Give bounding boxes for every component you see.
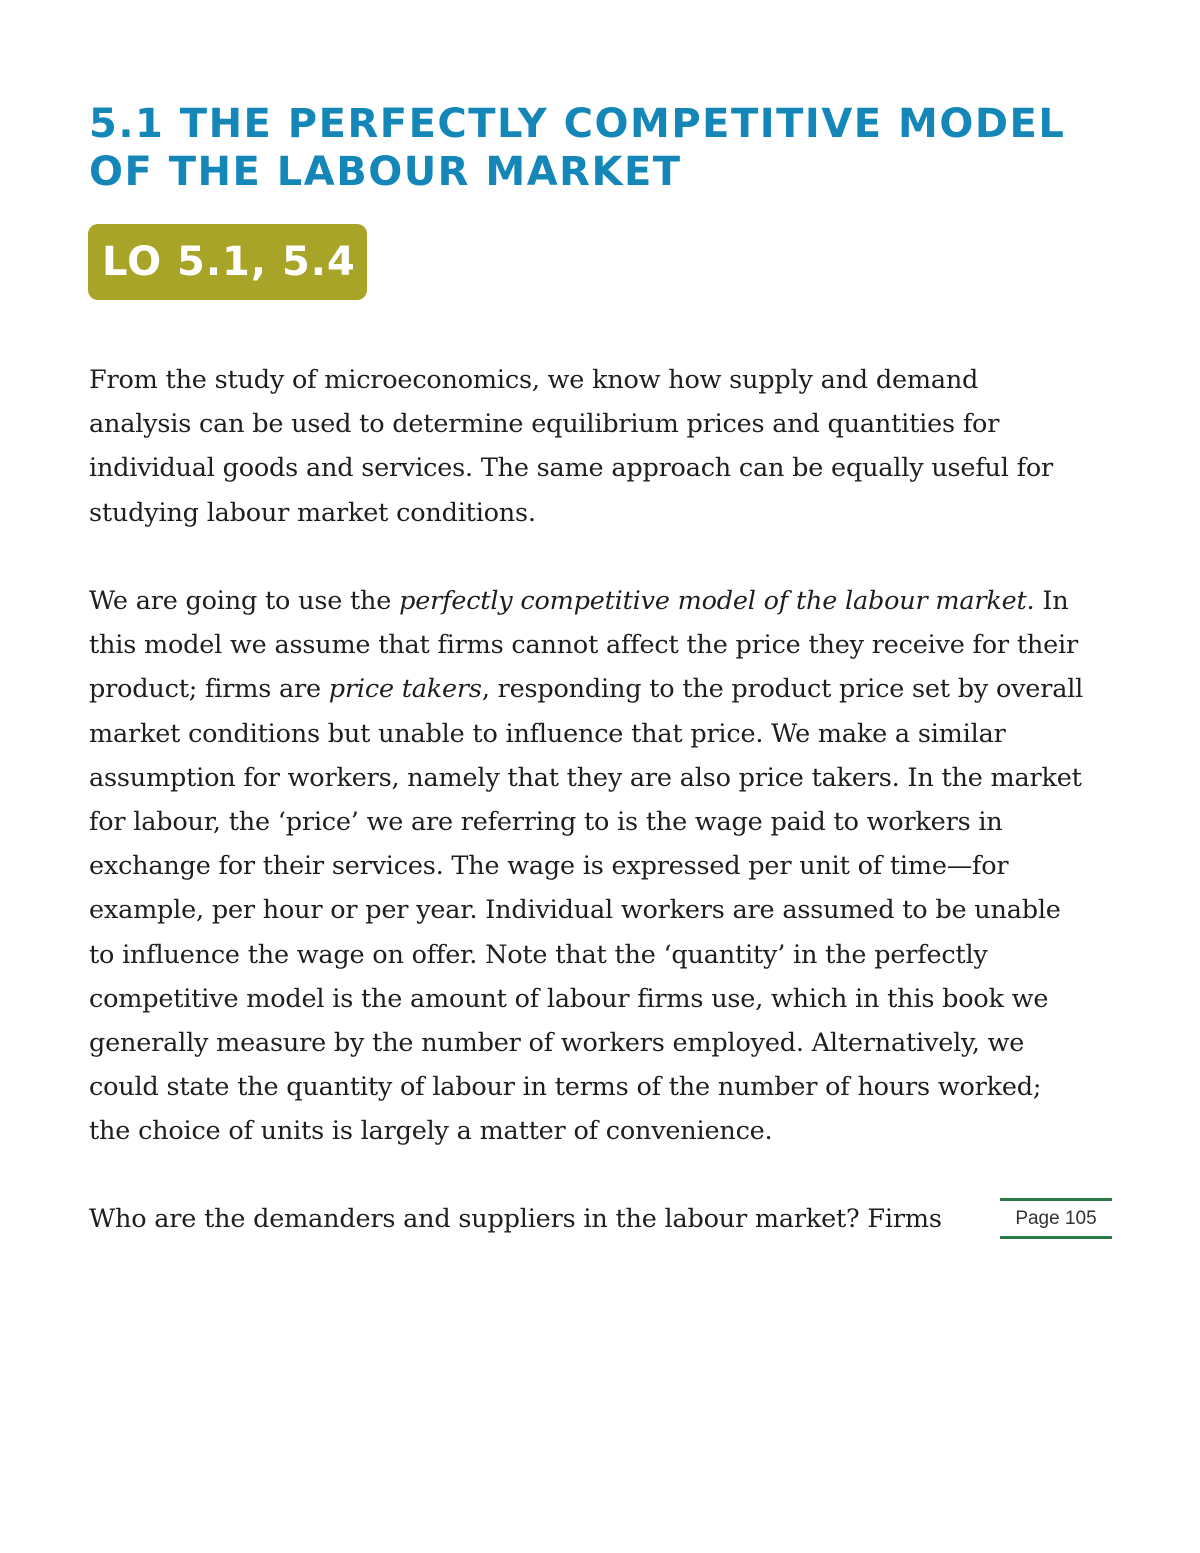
section-heading-line-2: OF THE LABOUR MARKET	[89, 149, 682, 195]
paragraph-line: the choice of units is largely a matter of convenience.	[89, 1116, 773, 1147]
paragraph-line: to influence the wage on offer. Note that the ‘quantity’ in the perfectly	[89, 939, 988, 970]
paragraph-line: example, per hour or per year. Individual workers are assumed to be unable	[89, 895, 1061, 926]
paragraph-model	[89, 579, 1119, 1154]
text-run: , responding to the product price set by overall	[481, 674, 1084, 705]
section-heading	[89, 100, 1129, 196]
paragraph-line: this model we assume that firms cannot affect the price they receive for their	[89, 630, 1078, 661]
paragraph-line: market conditions but unable to influence that price. We make a similar	[89, 718, 1006, 749]
page-number-marker: Page 105	[1000, 1198, 1112, 1239]
text-run: . In	[1026, 586, 1069, 616]
paragraph-line: exchange for their services. The wage is expressed per unit of time—for	[89, 851, 1009, 882]
section-heading-line-1: 5.1 THE PERFECTLY COMPETITIVE MODEL	[89, 101, 1066, 147]
text-run: We are going to use the	[89, 586, 400, 616]
key-term-price-takers: price takers	[328, 674, 482, 705]
paragraph-line	[89, 667, 1119, 711]
paragraph-line: Who are the demanders and suppliers in the labour market? Firms	[89, 1204, 942, 1234]
paragraph-line: for labour, the ‘price’ we are referring to is the wage paid to workers in	[89, 807, 1003, 838]
paragraph-line: competitive model is the amount of labour firms use, which in this book we	[89, 983, 1049, 1014]
key-term-perfectly-competitive-model: perfectly competitive model of the labour market	[399, 586, 1027, 616]
paragraph-line: generally measure by the number of workers employed. Alternatively, we	[89, 1028, 1025, 1059]
paragraph-line	[89, 579, 1119, 623]
text-run: product; firms are	[89, 674, 329, 705]
paragraph-intro	[89, 358, 1119, 535]
paragraph-line: assumption for workers, namely that they are also price takers. In the market	[89, 762, 1082, 793]
paragraph-line: From the study of microeconomics, we know how supply and demand	[89, 365, 979, 395]
paragraph-line: analysis can be used to determine equilibrium prices and quantities for	[89, 409, 1000, 440]
paragraph-demanders-suppliers	[89, 1197, 1119, 1241]
paragraph-line: could state the quantity of labour in terms of the number of hours worked;	[89, 1072, 1042, 1103]
paragraph-line: studying labour market conditions.	[89, 497, 536, 528]
learning-objectives-badge: LO 5.1, 5.4	[88, 224, 367, 300]
paragraph-line: individual goods and services. The same approach can be equally useful for	[89, 453, 1054, 484]
